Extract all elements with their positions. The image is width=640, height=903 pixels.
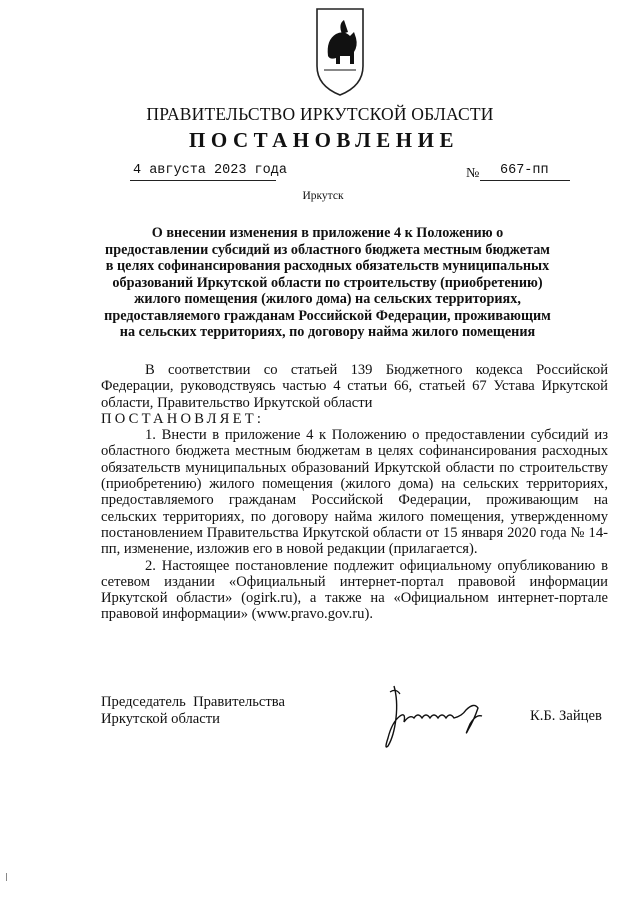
signatory-position [101, 694, 285, 728]
decree-body [101, 362, 608, 623]
date-underline [130, 180, 276, 181]
decree-date: 4 августа 2023 года [133, 163, 287, 178]
government-name: ПРАВИТЕЛЬСТВО ИРКУТСКОЙ ОБЛАСТИ [146, 104, 494, 124]
position-line-2: Иркутской области [101, 711, 220, 727]
number-underline [480, 180, 570, 181]
preamble: В соответствии со статьей 139 Бюджетного кодекса Российской Федерации, руководствуясь частью 4 статьи 66, статьей 67 Устава Иркутской области, Правительство Иркутской области [101, 362, 608, 411]
scan-mark [6, 873, 7, 881]
item-1: 1. Внести в приложение 4 к Положению о предоставлении субсидий из областного бюджета местным бюджетам в целях софинансирования расходных обязательств муниципальных образований Иркутской области по строительству (приобретению) жилого помещения (жилого дома) на сельских территориях, предоставляемого гражданам Российской Федерации, проживающим на сельских территориях, по договору найма жилого помещения, утвержденному постановлением Правительства Иркутской области от 15 января 2020 года № 14-пп, изменение, изложив его в новой редакции (прилагается). [101, 427, 608, 558]
document-type: ПОСТАНОВЛЕНИЕ [189, 128, 459, 152]
signatory-name: К.Б. Зайцев [530, 708, 602, 724]
decree-title: О внесении изменения в приложение 4 к Положению о предоставлении субсидий из областного бюджета местным бюджетам в целях софинансирования расходных обязательств муниципальных образований Иркутской области по строительству (приобретению) жилого помещения (жилого дома) на сельских территориях, предоставляемого гражданам Российской Федерации, проживающим на сельских территориях, по договору найма жилого помещения [104, 225, 551, 340]
resolves-heading: ПОСТАНОВЛЯЕТ: [101, 410, 265, 427]
decree-number: 667-пп [500, 163, 549, 178]
position-line-1: Председатель Правительства [101, 694, 285, 710]
number-sign: № [466, 166, 480, 181]
handwritten-signature-icon [370, 680, 500, 760]
irkutsk-coat-of-arms-icon [314, 6, 366, 98]
city: Иркутск [302, 190, 344, 202]
item-2: 2. Настоящее постановление подлежит официальному опубликованию в сетевом издании «Официальный интернет-портал правовой информации Иркутской области» (ogirk.ru), а также на «Официальном интернет-портале правовой информации» (www.pravo.gov.ru). [101, 557, 608, 623]
